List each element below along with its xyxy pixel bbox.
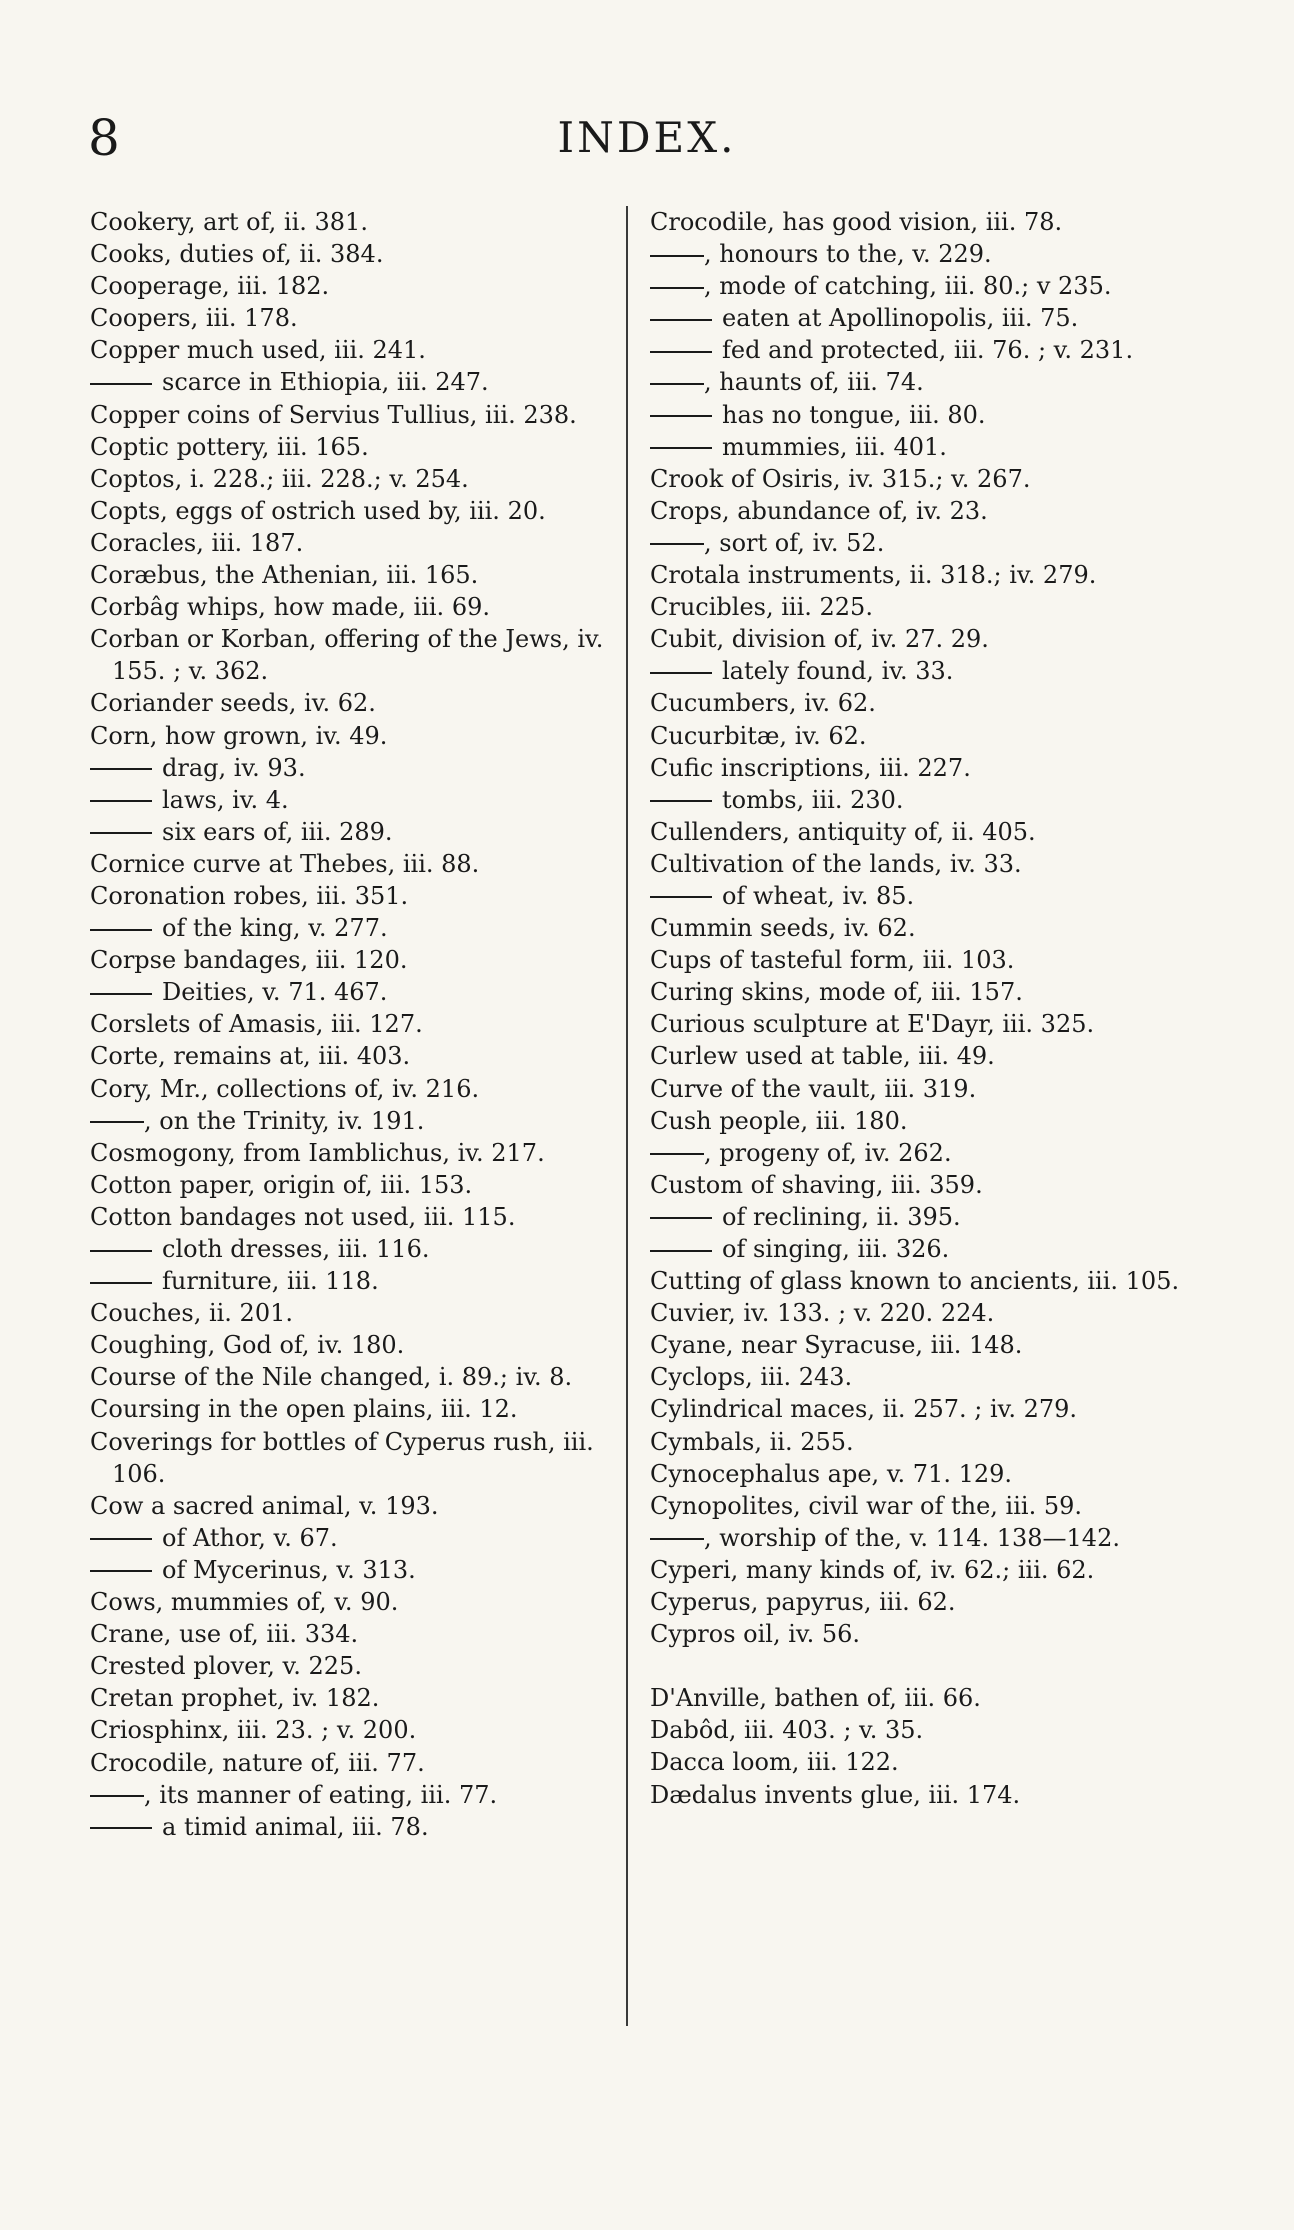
- index-entry-text: Crested plover, v. 225.: [90, 1652, 362, 1681]
- ditto-dash: [650, 543, 704, 545]
- index-entry-text: Copper coins of Servius Tullius, iii. 238.: [90, 400, 577, 429]
- ditto-dash: [650, 1538, 704, 1540]
- index-entry: [650, 816, 1210, 848]
- index-entry-text: of Athor, v. 67.: [162, 1523, 338, 1552]
- index-entry: [90, 880, 630, 912]
- index-entry-text: Cotton paper, origin of, iii. 153.: [90, 1170, 473, 1199]
- index-entry: [650, 1008, 1210, 1040]
- index-entry: [650, 1682, 1210, 1714]
- index-entry-text: Couches, ii. 201.: [90, 1299, 293, 1328]
- index-entry-text: Cyane, near Syracuse, iii. 148.: [650, 1331, 1023, 1360]
- index-entry: [650, 784, 1210, 816]
- ditto-dash: [650, 255, 704, 257]
- index-entry-text: Crane, use of, iii. 334.: [90, 1620, 359, 1649]
- index-entry-text: Coopers, iii. 178.: [90, 304, 298, 333]
- index-entry-text: , worship of the, v. 114. 138—142.: [704, 1523, 1120, 1552]
- column-divider: [626, 206, 628, 2026]
- page-number: 8: [88, 109, 120, 167]
- index-entry: [90, 1490, 630, 1522]
- ditto-dash: [90, 1121, 144, 1123]
- index-entry-text: Cummin seeds, iv. 62.: [650, 914, 916, 943]
- index-entry: [650, 527, 1210, 559]
- index-entry-text: of the king, v. 277.: [162, 914, 388, 943]
- ditto-dash: [650, 896, 712, 898]
- index-entry: [90, 238, 630, 270]
- index-entry: [650, 238, 1210, 270]
- index-entry: [650, 976, 1210, 1008]
- index-entry-text: D'Anville, bathen of, iii. 66.: [650, 1684, 981, 1713]
- ditto-dash: [90, 1570, 152, 1572]
- index-entry-text: Crotala instruments, ii. 318.; iv. 279.: [650, 561, 1097, 590]
- index-entry-text: Copper much used, iii. 241.: [90, 336, 426, 365]
- index-column-left: [90, 206, 630, 1843]
- index-entry: [90, 784, 630, 816]
- ditto-dash: [650, 1153, 704, 1155]
- index-entry-text: , mode of catching, iii. 80.; v 235.: [704, 272, 1112, 301]
- index-entry-text: Course of the Nile changed, i. 89.; iv. 8.: [90, 1363, 573, 1392]
- index-entry: [90, 1393, 630, 1425]
- index-entry-text: Cotton bandages not used, iii. 115.: [90, 1202, 516, 1231]
- index-entry: [650, 1297, 1210, 1329]
- ditto-dash: [90, 768, 152, 770]
- index-entry-text: lately found, iv. 33.: [722, 657, 954, 686]
- index-entry-text: Cups of tasteful form, iii. 103.: [650, 946, 1015, 975]
- index-entry-text: Coronation robes, iii. 351.: [90, 881, 409, 910]
- index-entry-text: Corbâg whips, how made, iii. 69.: [90, 593, 490, 622]
- index-entry-text: Cylindrical maces, ii. 257. ; iv. 279.: [650, 1395, 1078, 1424]
- index-entry: [650, 1490, 1210, 1522]
- index-entry: [90, 1426, 630, 1490]
- index-entry: [90, 366, 630, 398]
- index-entry: [650, 623, 1210, 655]
- index-entry: [650, 1361, 1210, 1393]
- index-entry: [90, 1811, 630, 1843]
- index-entry: [90, 1714, 630, 1746]
- index-entry: [90, 527, 630, 559]
- index-entry-text: Cypros oil, iv. 56.: [650, 1620, 861, 1649]
- index-entry-text: Coursing in the open plains, iii. 12.: [90, 1395, 518, 1424]
- index-entry-text: of reclining, ii. 395.: [722, 1202, 961, 1231]
- index-entry: [90, 623, 630, 687]
- index-entry: [90, 1361, 630, 1393]
- index-entry: [90, 1265, 630, 1297]
- index-entry-text: Dabôd, iii. 403. ; v. 35.: [650, 1716, 924, 1745]
- index-entry: [650, 559, 1210, 591]
- index-entry-text: Coughing, God of, iv. 180.: [90, 1331, 405, 1360]
- index-entry: [90, 1073, 630, 1105]
- index-entry: [90, 1008, 630, 1040]
- ditto-dash: [90, 1795, 144, 1797]
- index-entry-text: , sort of, iv. 52.: [704, 528, 885, 557]
- index-entry: [90, 1169, 630, 1201]
- index-entry: [90, 848, 630, 880]
- index-entry: [650, 1554, 1210, 1586]
- index-entry-text: , its manner of eating, iii. 77.: [144, 1780, 498, 1809]
- ditto-dash: [650, 800, 712, 802]
- index-entry-text: Crocodile, nature of, iii. 77.: [90, 1748, 425, 1777]
- index-entry: [650, 1746, 1210, 1778]
- index-entry: [650, 302, 1210, 334]
- index-entry: [90, 495, 630, 527]
- index-entry: [650, 1714, 1210, 1746]
- index-entry: [650, 1329, 1210, 1361]
- ditto-dash: [650, 351, 712, 353]
- ditto-dash: [90, 1538, 152, 1540]
- index-entry-text: a timid animal, iii. 78.: [162, 1812, 429, 1841]
- index-entry-text: Cultivation of the lands, iv. 33.: [650, 849, 1022, 878]
- index-entry: [90, 206, 630, 238]
- index-entry-text: Criosphinx, iii. 23. ; v. 200.: [90, 1716, 417, 1745]
- index-entry-text: mummies, iii. 401.: [722, 432, 947, 461]
- index-entry-text: , on the Trinity, iv. 191.: [144, 1106, 425, 1135]
- index-entry-text: of Mycerinus, v. 313.: [162, 1555, 416, 1584]
- index-entry: [650, 880, 1210, 912]
- index-entry-text: Dædalus invents glue, iii. 174.: [650, 1780, 1021, 1809]
- index-entry-text: of singing, iii. 326.: [722, 1235, 950, 1263]
- index-entry-text: Curlew used at table, iii. 49.: [650, 1042, 995, 1071]
- index-entry: [90, 1522, 630, 1554]
- index-entry-text: Cutting of glass known to ancients, iii. 105.: [650, 1267, 1180, 1296]
- index-entry-text: Cynocephalus ape, v. 71. 129.: [650, 1459, 1013, 1488]
- index-entry-text: scarce in Ethiopia, iii. 247.: [162, 368, 489, 397]
- index-entry: [90, 1329, 630, 1361]
- index-entry-text: of wheat, iv. 85.: [722, 881, 915, 910]
- index-entry-text: Deities, v. 71. 467.: [162, 978, 388, 1007]
- index-entry: [90, 270, 630, 302]
- index-entry-text: Copts, eggs of ostrich used by, iii. 20.: [90, 496, 546, 525]
- index-entry: [90, 334, 630, 366]
- index-entry-text: Custom of shaving, iii. 359.: [650, 1170, 983, 1199]
- ditto-dash: [650, 672, 712, 674]
- page-header: [0, 108, 1294, 168]
- index-entry-text: Curve of the vault, iii. 319.: [650, 1074, 977, 1103]
- index-entry-text: fed and protected, iii. 76. ; v. 231.: [722, 336, 1134, 365]
- index-entry: [90, 399, 630, 431]
- index-entry: [650, 944, 1210, 976]
- index-entry: [650, 1779, 1210, 1811]
- index-entry-text: laws, iv. 4.: [162, 785, 289, 814]
- index-entry-text: Curing skins, mode of, iii. 157.: [650, 978, 1023, 1007]
- index-entry: [90, 591, 630, 623]
- index-entry-text: has no tongue, iii. 80.: [722, 400, 986, 429]
- index-entry-text: Corn, how grown, iv. 49.: [90, 721, 388, 750]
- index-entry-text: Curious sculpture at E'Dayr, iii. 325.: [650, 1010, 1095, 1039]
- index-entry-text: Cullenders, antiquity of, ii. 405.: [650, 817, 1036, 846]
- index-entry-text: Coptic pottery, iii. 165.: [90, 432, 369, 461]
- index-entry: [650, 1522, 1210, 1554]
- index-entry: [90, 752, 630, 784]
- index-entry-text: Cookery, art of, ii. 381.: [90, 208, 368, 236]
- index-entry-text: Cymbals, ii. 255.: [650, 1427, 854, 1456]
- index-entry: [650, 270, 1210, 302]
- index-entry: [90, 559, 630, 591]
- index-entry-text: Crocodile, has good vision, iii. 78.: [650, 208, 1063, 236]
- index-entry: [90, 431, 630, 463]
- index-entry-text: Corte, remains at, iii. 403.: [90, 1042, 411, 1071]
- index-entry: [90, 1137, 630, 1169]
- index-entry: [90, 1747, 630, 1779]
- index-entry-text: Cow a sacred animal, v. 193.: [90, 1491, 439, 1520]
- index-entry-text: Crook of Osiris, iv. 315.; v. 267.: [650, 464, 1031, 493]
- ditto-dash: [90, 993, 152, 995]
- index-entry: [90, 302, 630, 334]
- ditto-dash: [90, 383, 152, 385]
- index-entry-text: Coracles, iii. 187.: [90, 528, 304, 557]
- ditto-dash: [650, 415, 712, 417]
- index-entry: [650, 334, 1210, 366]
- index-entry-text: Cucumbers, iv. 62.: [650, 689, 876, 718]
- index-entry: [650, 1393, 1210, 1425]
- index-entry: [650, 1137, 1210, 1169]
- index-column-right: [650, 206, 1210, 1811]
- index-entry: [650, 1233, 1210, 1265]
- ditto-dash: [650, 447, 712, 449]
- ditto-dash: [90, 1827, 152, 1829]
- index-entry-text: Cory, Mr., collections of, iv. 216.: [90, 1074, 480, 1103]
- index-entry-text: Crucibles, iii. 225.: [650, 593, 873, 622]
- index-entry: [90, 1650, 630, 1682]
- index-entry: [90, 1586, 630, 1618]
- index-entry: [90, 912, 630, 944]
- index-entry-text: Coverings for bottles of Cyperus rush, iii. 106.: [90, 1427, 594, 1488]
- page-title: INDEX.: [557, 113, 737, 162]
- index-entry-text: Coriander seeds, iv. 62.: [90, 689, 376, 718]
- ditto-dash: [90, 929, 152, 931]
- index-entry-text: Dacca loom, iii. 122.: [650, 1748, 899, 1777]
- index-entry: [90, 816, 630, 848]
- index-entry: [90, 1779, 630, 1811]
- index-entry: [650, 1586, 1210, 1618]
- index-entry-text: cloth dresses, iii. 116.: [162, 1235, 430, 1263]
- index-entry: [650, 752, 1210, 784]
- index-entry: [90, 1618, 630, 1650]
- index-entry-text: Cosmogony, from Iamblichus, iv. 217.: [90, 1138, 545, 1167]
- index-entry-text: Coptos, i. 228.; iii. 228.; v. 254.: [90, 464, 469, 493]
- index-entry-text: Cuvier, iv. 133. ; v. 220. 224.: [650, 1299, 995, 1328]
- index-entry: [90, 1297, 630, 1329]
- index-entry: [650, 399, 1210, 431]
- ditto-dash: [650, 319, 712, 321]
- index-entry: [650, 1265, 1210, 1297]
- index-entry-text: Cretan prophet, iv. 182.: [90, 1684, 380, 1713]
- index-entry: [650, 1105, 1210, 1137]
- index-entry-text: , progeny of, iv. 262.: [704, 1138, 952, 1167]
- index-entry-text: Cornice curve at Thebes, iii. 88.: [90, 849, 480, 878]
- index-entry: [650, 1618, 1210, 1650]
- ditto-dash: [90, 1282, 152, 1284]
- index-entry: [90, 944, 630, 976]
- index-entry: [90, 1682, 630, 1714]
- ditto-dash: [90, 800, 152, 802]
- index-entry-text: furniture, iii. 118.: [162, 1267, 379, 1296]
- index-entry-text: Cyperus, papyrus, iii. 62.: [650, 1588, 956, 1617]
- index-entry-text: Cooks, duties of, ii. 384.: [90, 240, 384, 269]
- index-entry: [650, 687, 1210, 719]
- ditto-dash: [90, 1250, 152, 1252]
- index-entry-text: Cufic inscriptions, iii. 227.: [650, 753, 971, 782]
- index-entry: [90, 1105, 630, 1137]
- index-entry: [90, 720, 630, 752]
- index-entry-text: Cyclops, iii. 243.: [650, 1363, 853, 1392]
- index-entry: [650, 1458, 1210, 1490]
- index-entry-text: six ears of, iii. 289.: [162, 817, 393, 846]
- index-entry: [650, 720, 1210, 752]
- index-entry: [650, 206, 1210, 238]
- index-entry-text: Cubit, division of, iv. 27. 29.: [650, 625, 989, 654]
- index-entry-text: drag, iv. 93.: [162, 753, 306, 782]
- ditto-dash: [650, 383, 704, 385]
- index-entry-text: , honours to the, v. 229.: [704, 240, 992, 269]
- index-entry: [90, 1233, 630, 1265]
- index-entry: [650, 1073, 1210, 1105]
- index-entry: [650, 912, 1210, 944]
- index-entry-text: Cyperi, many kinds of, iv. 62.; iii. 62.: [650, 1555, 1095, 1584]
- index-entry-text: , haunts of, iii. 74.: [704, 368, 924, 397]
- index-entry: [90, 976, 630, 1008]
- index-entry: [90, 463, 630, 495]
- index-entry-text: Cows, mummies of, v. 90.: [90, 1588, 399, 1617]
- index-entry-text: Corslets of Amasis, iii. 127.: [90, 1010, 423, 1039]
- ditto-dash: [650, 1250, 712, 1252]
- index-entry: [90, 1554, 630, 1586]
- index-entry: [650, 655, 1210, 687]
- index-entry-text: tombs, iii. 230.: [722, 785, 904, 814]
- index-entry: [650, 463, 1210, 495]
- index-entry-text: Cynopolites, civil war of the, iii. 59.: [650, 1491, 1082, 1520]
- index-entry: [650, 591, 1210, 623]
- index-entry-text: Cush people, iii. 180.: [650, 1106, 908, 1135]
- index-entry: [90, 1040, 630, 1072]
- index-entry: [650, 366, 1210, 398]
- index-entry: [90, 687, 630, 719]
- ditto-dash: [650, 1217, 712, 1219]
- index-entry-text: Cooperage, iii. 182.: [90, 272, 330, 301]
- index-entry-text: Corban or Korban, offering of the Jews, iv. 155. ; v. 362.: [90, 625, 604, 686]
- index-entry: [650, 1426, 1210, 1458]
- index-entry: [650, 1201, 1210, 1233]
- index-entry-text: Corpse bandages, iii. 120.: [90, 946, 408, 975]
- index-entry: [650, 1169, 1210, 1201]
- index-entry-text: Cucurbitæ, iv. 62.: [650, 721, 867, 750]
- index-entry: [650, 495, 1210, 527]
- index-entry: [90, 1201, 630, 1233]
- index-entry: [650, 431, 1210, 463]
- index-entry-text: Coræbus, the Athenian, iii. 165.: [90, 561, 479, 590]
- index-entry: [650, 848, 1210, 880]
- ditto-dash: [90, 832, 152, 834]
- index-entry: [650, 1040, 1210, 1072]
- index-entry-text: Crops, abundance of, iv. 23.: [650, 496, 988, 525]
- index-entry-text: eaten at Apollinopolis, iii. 75.: [722, 304, 1079, 333]
- ditto-dash: [650, 287, 704, 289]
